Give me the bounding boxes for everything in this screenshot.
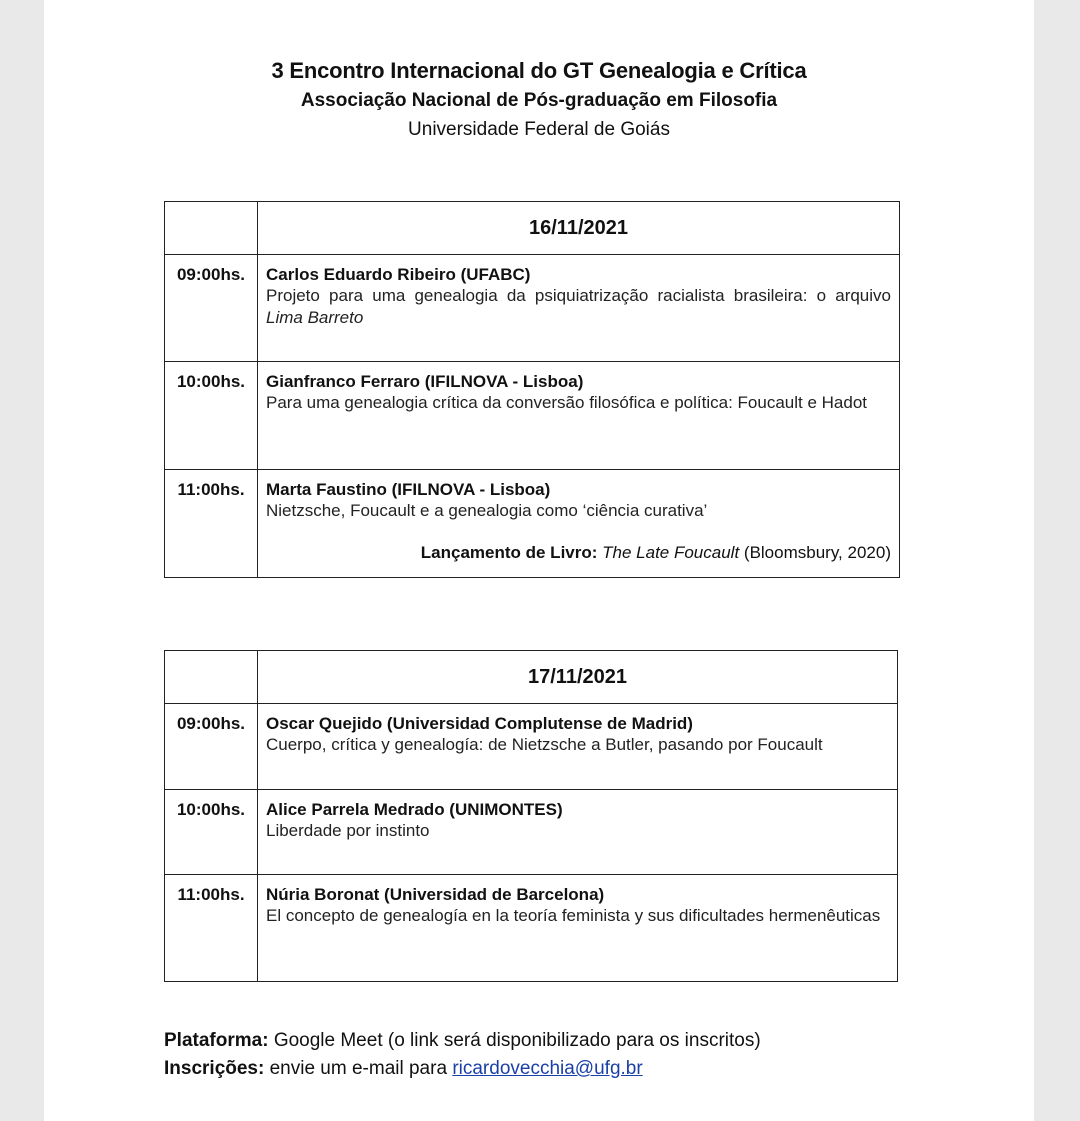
session-details — [258, 255, 900, 362]
signup-line — [164, 1058, 643, 1080]
speaker-name: Alice Parrela Medrado (UNIMONTES) — [266, 800, 563, 819]
session-details — [258, 362, 900, 470]
platform-label: Plataforma: — [164, 1030, 269, 1051]
talk-title — [266, 285, 891, 329]
session-details — [258, 790, 898, 875]
speaker-name: Marta Faustino (IFILNOVA - Lisboa) — [266, 480, 551, 499]
session-details — [258, 704, 898, 790]
empty-header-cell — [165, 651, 258, 704]
book-launch — [266, 543, 891, 563]
table-row — [165, 470, 900, 578]
schedule-table-day2 — [164, 650, 898, 982]
signup-label: Inscrições: — [164, 1058, 265, 1079]
speaker-name: Carlos Eduardo Ribeiro (UFABC) — [266, 265, 531, 284]
talk-title: Nietzsche, Foucault e a genealogia como ‘ciência curativa’ — [266, 501, 708, 520]
table-row — [165, 255, 900, 362]
empty-header-cell — [165, 202, 258, 255]
schedule-table-day1 — [164, 201, 900, 578]
platform-text: Google Meet (o link será disponibilizado para os inscritos) — [273, 1030, 761, 1051]
table-header-row — [165, 651, 898, 704]
session-time: 09:00hs. — [165, 255, 258, 362]
university-name: Universidade Federal de Goiás — [408, 119, 670, 140]
event-subtitle: Associação Nacional de Pós-graduação em Filosofia — [300, 90, 778, 111]
document-page — [44, 0, 1034, 1121]
talk-title: Liberdade por instinto — [266, 821, 430, 840]
date-day1: 16/11/2021 — [258, 202, 900, 255]
speaker-name: Gianfranco Ferraro (IFILNOVA - Lisboa) — [266, 372, 584, 391]
session-details — [258, 470, 900, 578]
speaker-name: Oscar Quejido (Universidad Complutense de Madrid) — [266, 714, 693, 733]
speaker-name: Núria Boronat (Universidad de Barcelona) — [266, 885, 605, 904]
signup-email-link[interactable]: ricardovecchia@ufg.br — [452, 1058, 643, 1079]
signup-text: envie um e-mail para — [269, 1058, 453, 1079]
session-time: 10:00hs. — [165, 790, 258, 875]
talk-title: Cuerpo, crítica y genealogía: de Nietzsche a Butler, pasando por Foucault — [266, 735, 823, 754]
table-row — [165, 875, 898, 982]
table-header-row — [165, 202, 900, 255]
event-title: 3 Encontro Internacional do GT Genealogia e Crítica — [271, 58, 807, 83]
session-time: 09:00hs. — [165, 704, 258, 790]
table-row — [165, 362, 900, 470]
book-launch-label: Lançamento de Livro: — [420, 543, 598, 562]
talk-title-text: Projeto para uma genealogia da psiquiatrização racialista brasileira: o arquivo — [266, 286, 891, 305]
session-time: 11:00hs. — [165, 470, 258, 578]
session-time: 11:00hs. — [165, 875, 258, 982]
session-time: 10:00hs. — [165, 362, 258, 470]
platform-line — [164, 1030, 761, 1052]
table-row — [165, 790, 898, 875]
talk-title: El concepto de genealogía en la teoría feminista y sus dificultades hermenêuticas — [266, 906, 881, 925]
table-row — [165, 704, 898, 790]
date-day2: 17/11/2021 — [258, 651, 898, 704]
talk-title-italic: Lima Barreto — [266, 308, 364, 327]
session-details — [258, 875, 898, 982]
book-title: The Late Foucault — [602, 543, 740, 562]
talk-title: Para uma genealogia crítica da conversão filosófica e política: Foucault e Hadot — [266, 393, 868, 412]
book-publisher: (Bloomsbury, 2020) — [743, 543, 891, 562]
